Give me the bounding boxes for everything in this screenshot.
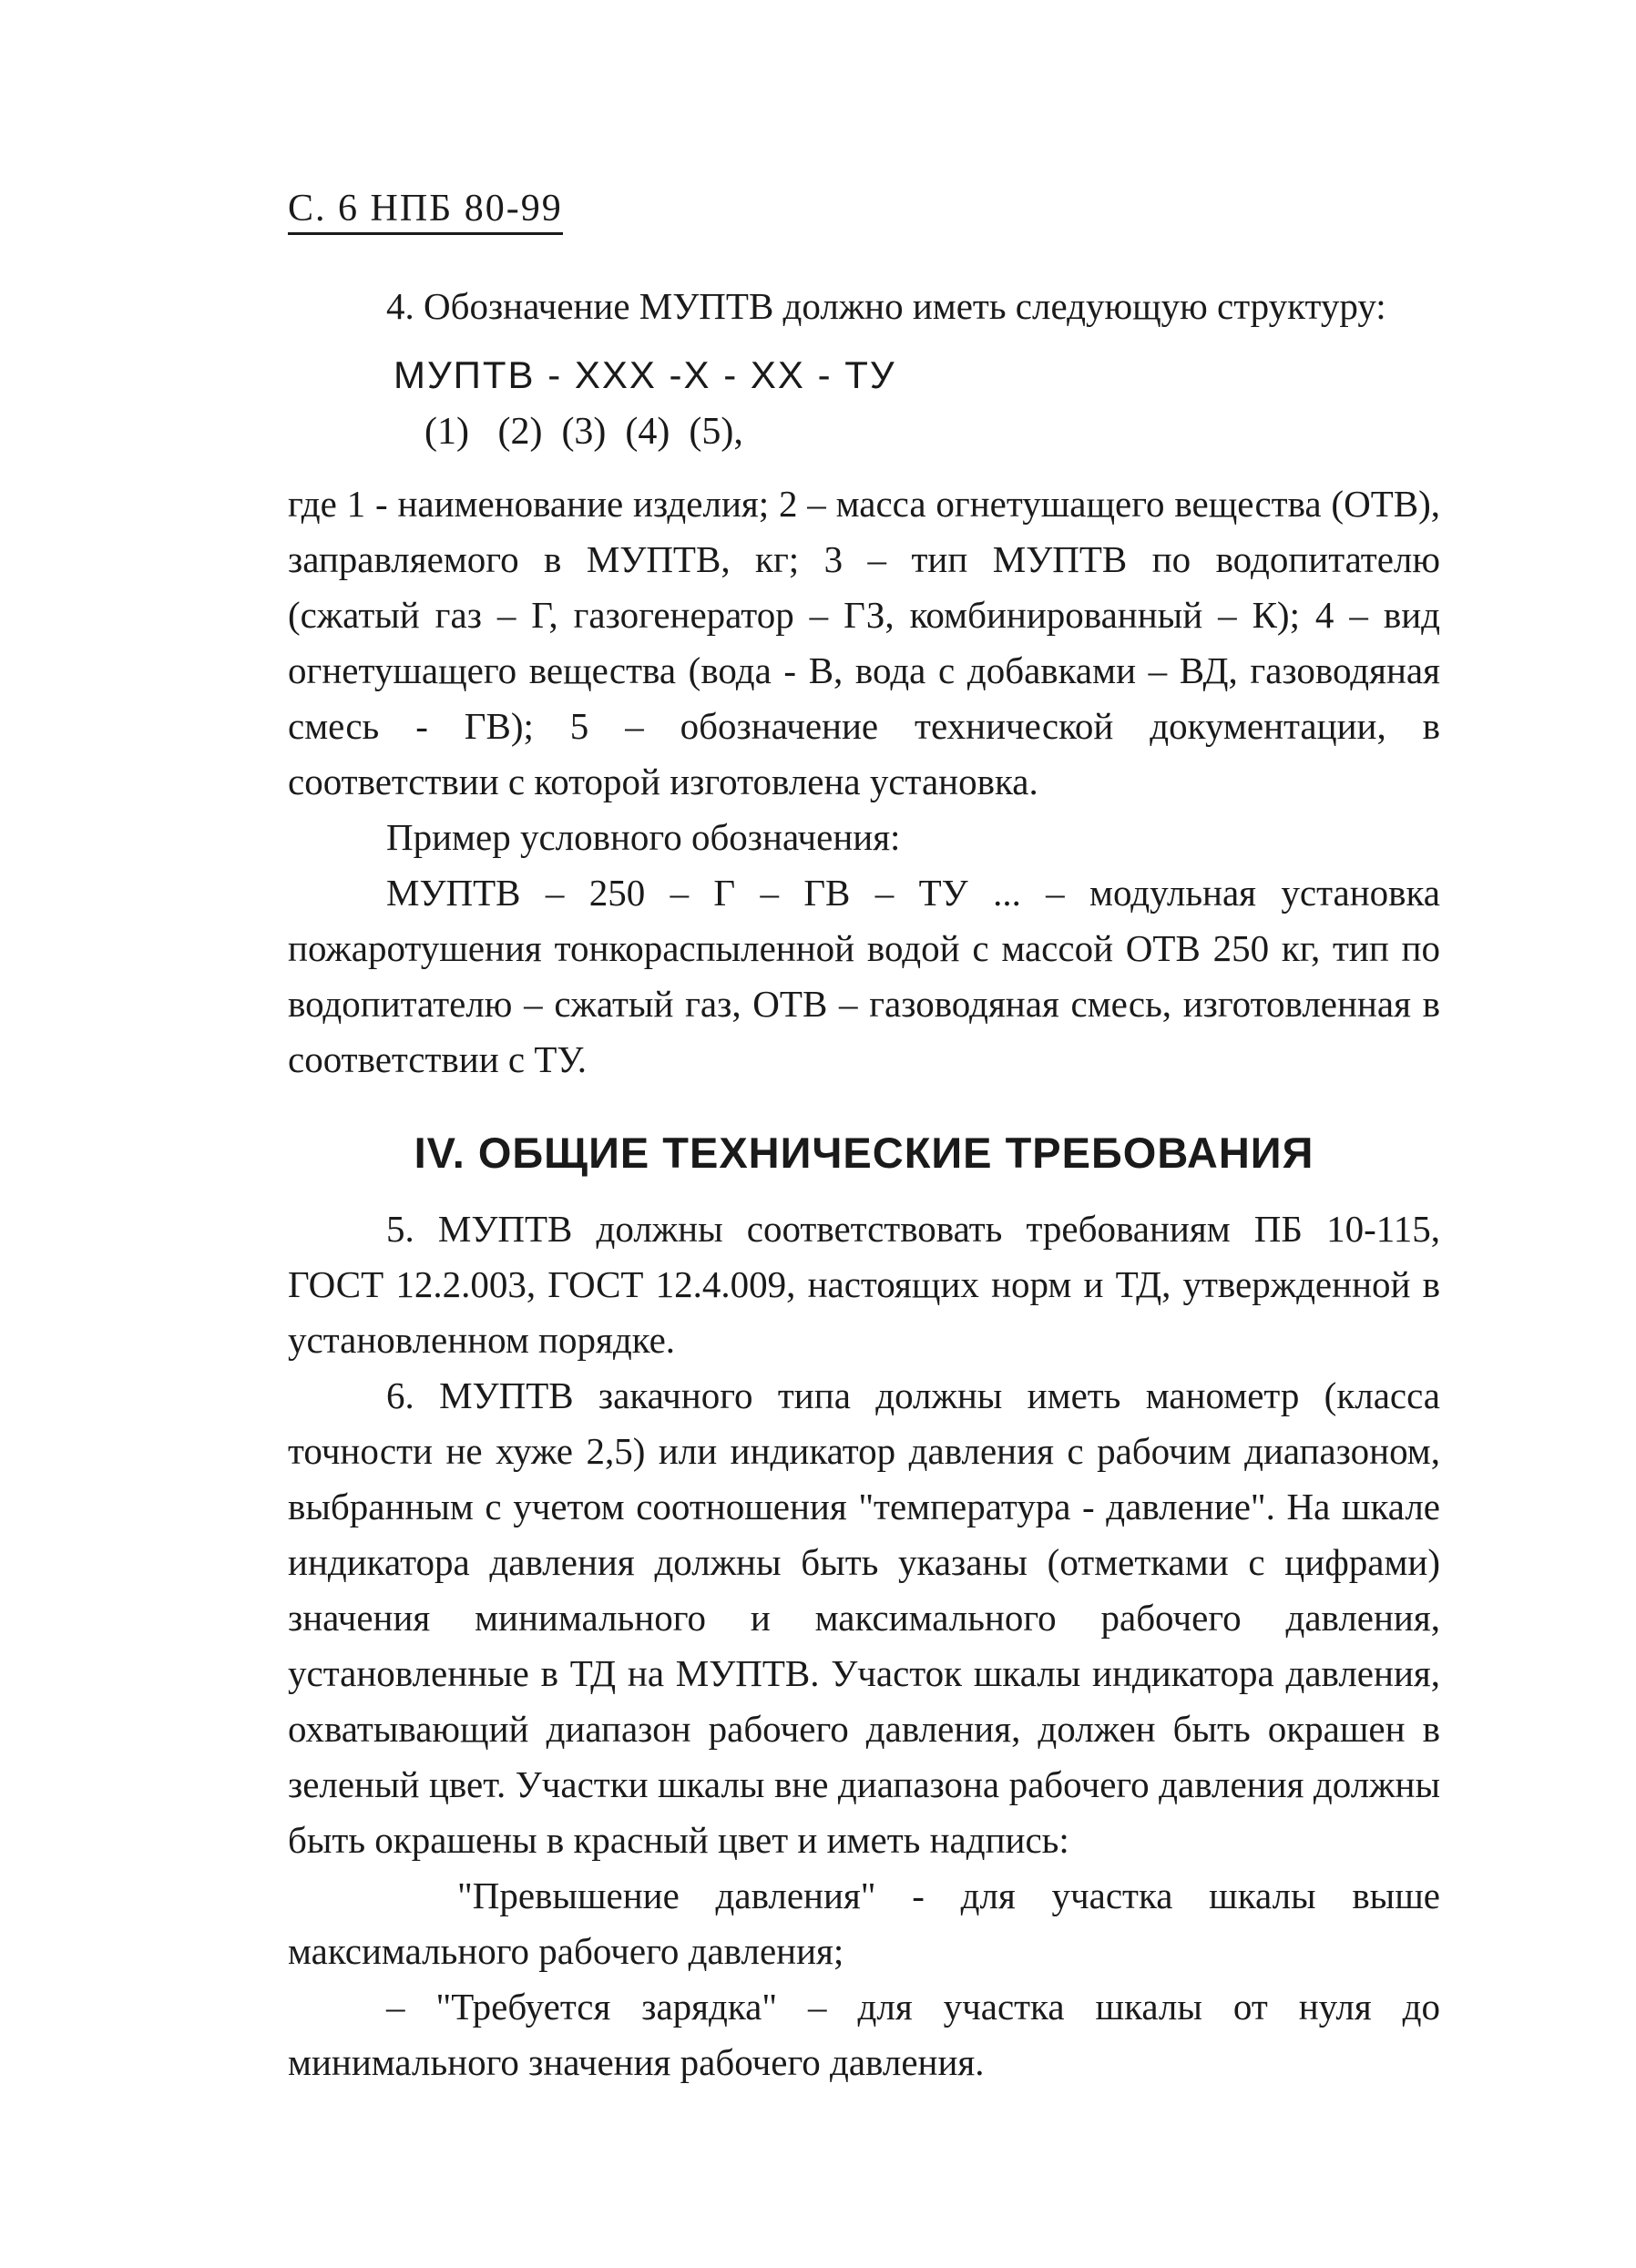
page-header: С. 6 НПБ 80-99	[288, 187, 563, 235]
section-title: IV. ОБЩИЕ ТЕХНИЧЕСКИЕ ТРЕБОВАНИЯ	[414, 1129, 1314, 1177]
paragraph-6: 6. МУПТВ закачного типа должны иметь манометр (класса точности не хуже 2,5) или индикатор давления с рабочим диапазоном, выбранным с учетом соотношения "температура - давление". На шкале индикатора давления должны быть указаны (отметками с цифрами) значения минимального и максимального рабочего давления, установленные в ТД на МУПТВ. Участок шкалы индикатора давления, охватывающий диапазон рабочего давления, должен быть окрашен в зеленый цвет. Участки шкалы вне диапазона рабочего давления должны быть окрашены в красный цвет и иметь надпись:	[288, 1374, 1440, 1861]
document-page	[288, 187, 1440, 2090]
label-recharge-required: – "Требуется зарядка" – для участка шкалы от нуля до минимального значения рабочего давления.	[288, 1986, 1440, 2083]
label-overpressure: "Превышение давления" - для участка шкалы выше максимального рабочего давления;	[288, 1875, 1440, 1972]
formula-position-numbers: (1) (2) (3) (4) (5),	[424, 411, 743, 453]
example-text: МУПТВ – 250 – Г – ГВ – ТУ ... – модульная установка пожаротушения тонкораспыленной водой с массой ОТВ 250 кг, тип по водопитателю – сжатый газ, ОТВ – газоводяная смесь, изготовленная в соответствии с ТУ.	[288, 872, 1440, 1080]
paragraph-5: 5. МУПТВ должны соответствовать требованиям ПБ 10-115, ГОСТ 12.2.003, ГОСТ 12.4.009, настоящих норм и ТД, утвержденной в установленном порядке.	[288, 1208, 1440, 1361]
paragraph-4: 4. Обозначение МУПТВ должно иметь следующую структуру:	[386, 285, 1386, 327]
example-label: Пример условного обозначения:	[386, 816, 901, 858]
designation-formula: МУПТВ - ХХХ -Х - ХХ - ТУ	[394, 353, 896, 396]
designation-legend: где 1 - наименование изделия; 2 – масса огнетушащего вещества (ОТВ), заправляемого в МУПТВ, кг; 3 – тип МУПТВ по водопитателю (сжатый газ – Г, газогенератор – ГЗ, комбинированный – К); 4 – вид огнетушащего вещества (вода - В, вода с добавками – ВД, газоводяная смесь - ГВ); 5 – обозначение технической документации, в соответствии с которой изготовлена установка.	[288, 483, 1440, 802]
